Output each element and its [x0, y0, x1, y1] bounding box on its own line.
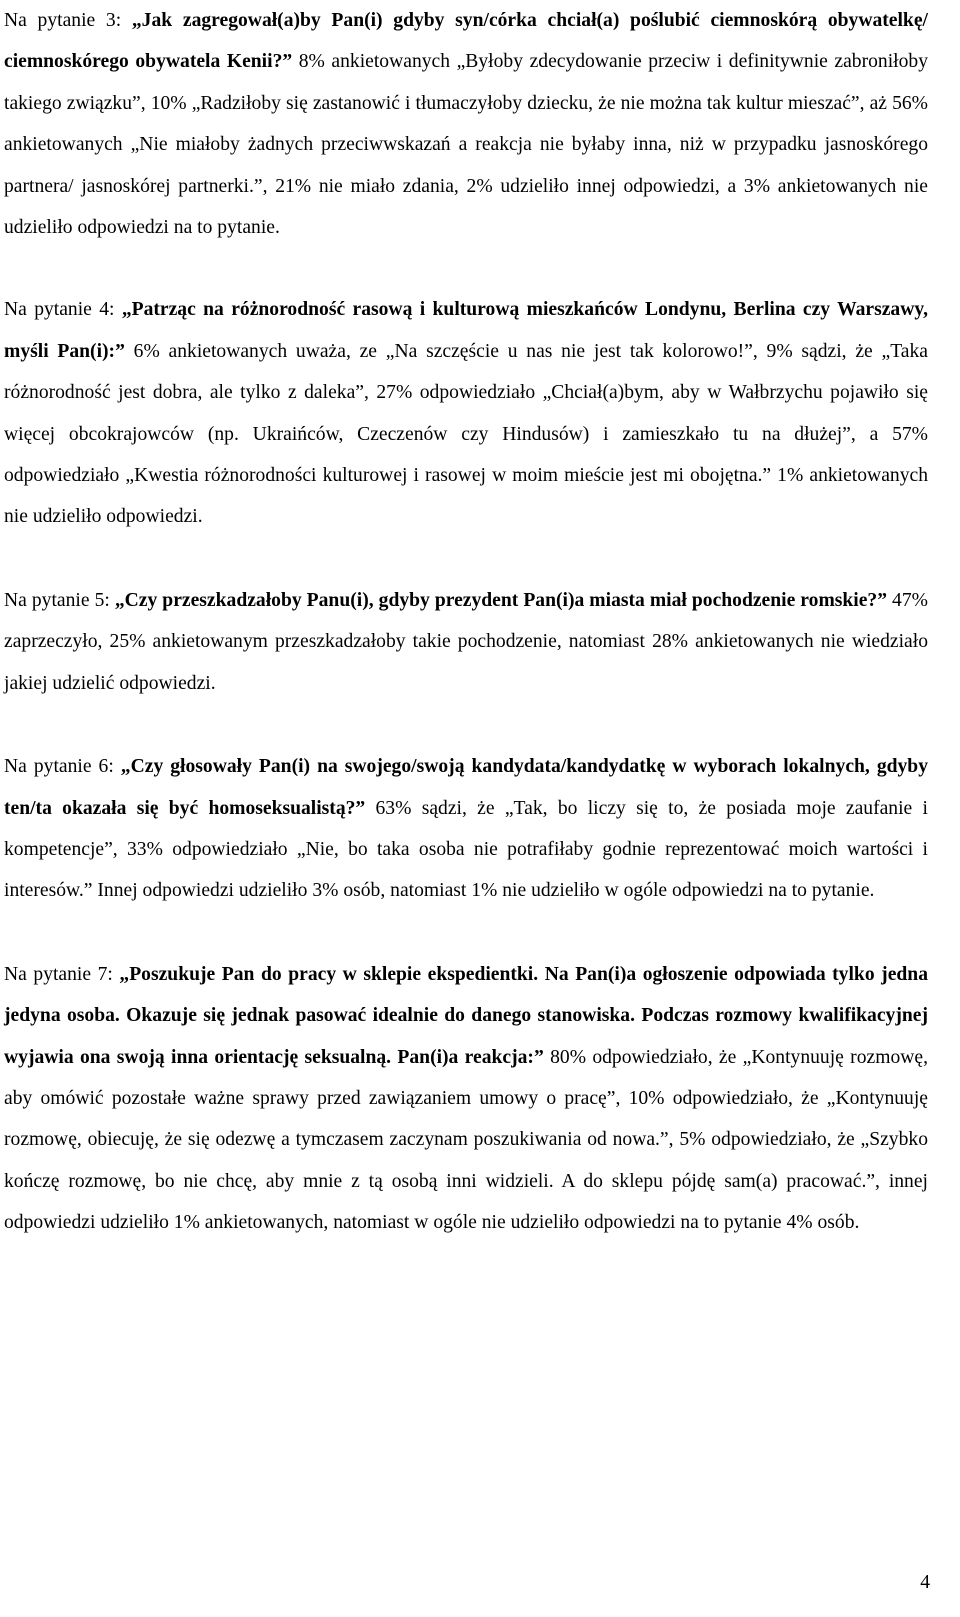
question-3-answer: 8% ankietowanych „Byłoby zdecydowanie przeciw i definitywnie zabroniłoby takiego związku”, 10% „Radziłoby się zastanowić i tłumaczyłoby dziecku, że nie można tak kultur mieszać”, aż 56% ankietowanych „Nie miałoby żadnych przeciwwskazań a reakcja nie byłaby inna, niż w przypadku jasnoskórego partnera/ jasnoskórej partnerki.”, 21% nie miało zdania, 2% udzieliło innej odpowiedzi, a 3% ankietowanych nie udzieliło odpowiedzi na to pytanie.	[4, 51, 928, 239]
question-4-paragraph	[4, 289, 928, 537]
question-5-text: „Czy przeszkadzałoby Panu(i), gdyby prezydent Pan(i)a miasta miał pochodzenie romskie?”	[114, 589, 888, 611]
question-6-text: „Czy głosowały Pan(i) na swojego/swoją kandydata/kandydatkę w wyborach lokalnych, gdyby ten/ta okazała się być homoseksualistą?”	[4, 756, 928, 819]
question-6-lead: Na pytanie 6:	[4, 756, 121, 778]
question-5-paragraph	[4, 580, 928, 704]
question-4-lead: Na pytanie 4:	[4, 299, 122, 321]
question-6-answer: 63% sądzi, że „Tak, bo liczy się to, że posiada moje zaufanie i kompetencje”, 33% odpowiedziało „Nie, bo taka osoba nie potrafiłaby godnie reprezentować moich wartości i interesów.” Innej odpowiedzi udzieliło 3% osób, natomiast 1% nie udzieliło w ogóle odpowiedzi na to pytanie.	[4, 797, 928, 902]
question-3-paragraph	[4, 0, 928, 248]
question-7-paragraph	[4, 954, 928, 1244]
question-6-paragraph	[4, 746, 928, 912]
question-3-lead: Na pytanie 3:	[4, 10, 132, 31]
question-7-lead: Na pytanie 7:	[4, 963, 120, 985]
question-5-lead: Na pytanie 5:	[4, 589, 115, 611]
question-4-text: „Patrząc na różnorodność rasową i kulturową mieszkańców Londynu, Berlina czy Warszawy, myśli Pan(i):”	[4, 299, 928, 362]
question-3-text: „Jak zagregował(a)by Pan(i) gdyby syn/córka chciał(a) poślubić ciemnoskórą obywatelkę/ ciemnoskórego obywatela Kenii?”	[4, 10, 928, 73]
document-page	[4, 0, 928, 1244]
page-number: 4	[920, 1572, 930, 1593]
question-7-text: „Poszukuje Pan do pracy w sklepie ekspedientki. Na Pan(i)a ogłoszenie odpowiada tylko jedna jedyna osoba. Okazuje się jednak pasować idealnie do danego stanowiska. Podczas rozmowy kwalifikacyjnej wyjawia ona swoją inna orientację seksualną. Pan(i)a reakcja:”	[4, 963, 928, 1068]
question-4-answer: 6% ankietowanych uważa, ze „Na szczęście u nas nie jest tak kolorowo!”, 9% sądzi, że „Taka różnorodność jest dobra, ale tylko z daleka”, 27% odpowiedziało „Chciał(a)bym, aby w Wałbrzychu pojawiło się więcej obcokrajowców (np. Ukraińców, Czeczenów czy Hindusów) i zamieszkało tu na dłużej”, a 57% odpowiedziało „Kwestia różnorodności kulturowej i rasowej w moim mieście jest mi obojętna.” 1% ankietowanych nie udzieliło odpowiedzi.	[4, 340, 928, 528]
question-5-answer: 47% zaprzeczyło, 25% ankietowanym przeszkadzałoby takie pochodzenie, natomiast 28% ankietowanych nie wiedziało jakiej udzielić odpowiedzi.	[4, 589, 928, 694]
question-7-answer: 80% odpowiedziało, że „Kontynuuję rozmowę, aby omówić pozostałe ważne sprawy przed zawiązaniem umowy o pracę”, 10% odpowiedziało, że „Kontynuuję rozmowę, obiecuję, że się odezwę a tymczasem zaczynam poszukiwania od nowa.”, 5% odpowiedziało, że „Szybko kończę rozmowę, bo nie chcę, aby mnie z tą osobą inni widzieli. A do sklepu pójdę sam(a) pracować.”, innej odpowiedzi udzieliło 1% ankietowanych, natomiast w ogóle nie udzieliło odpowiedzi na to pytanie 4% osób.	[4, 1046, 928, 1234]
